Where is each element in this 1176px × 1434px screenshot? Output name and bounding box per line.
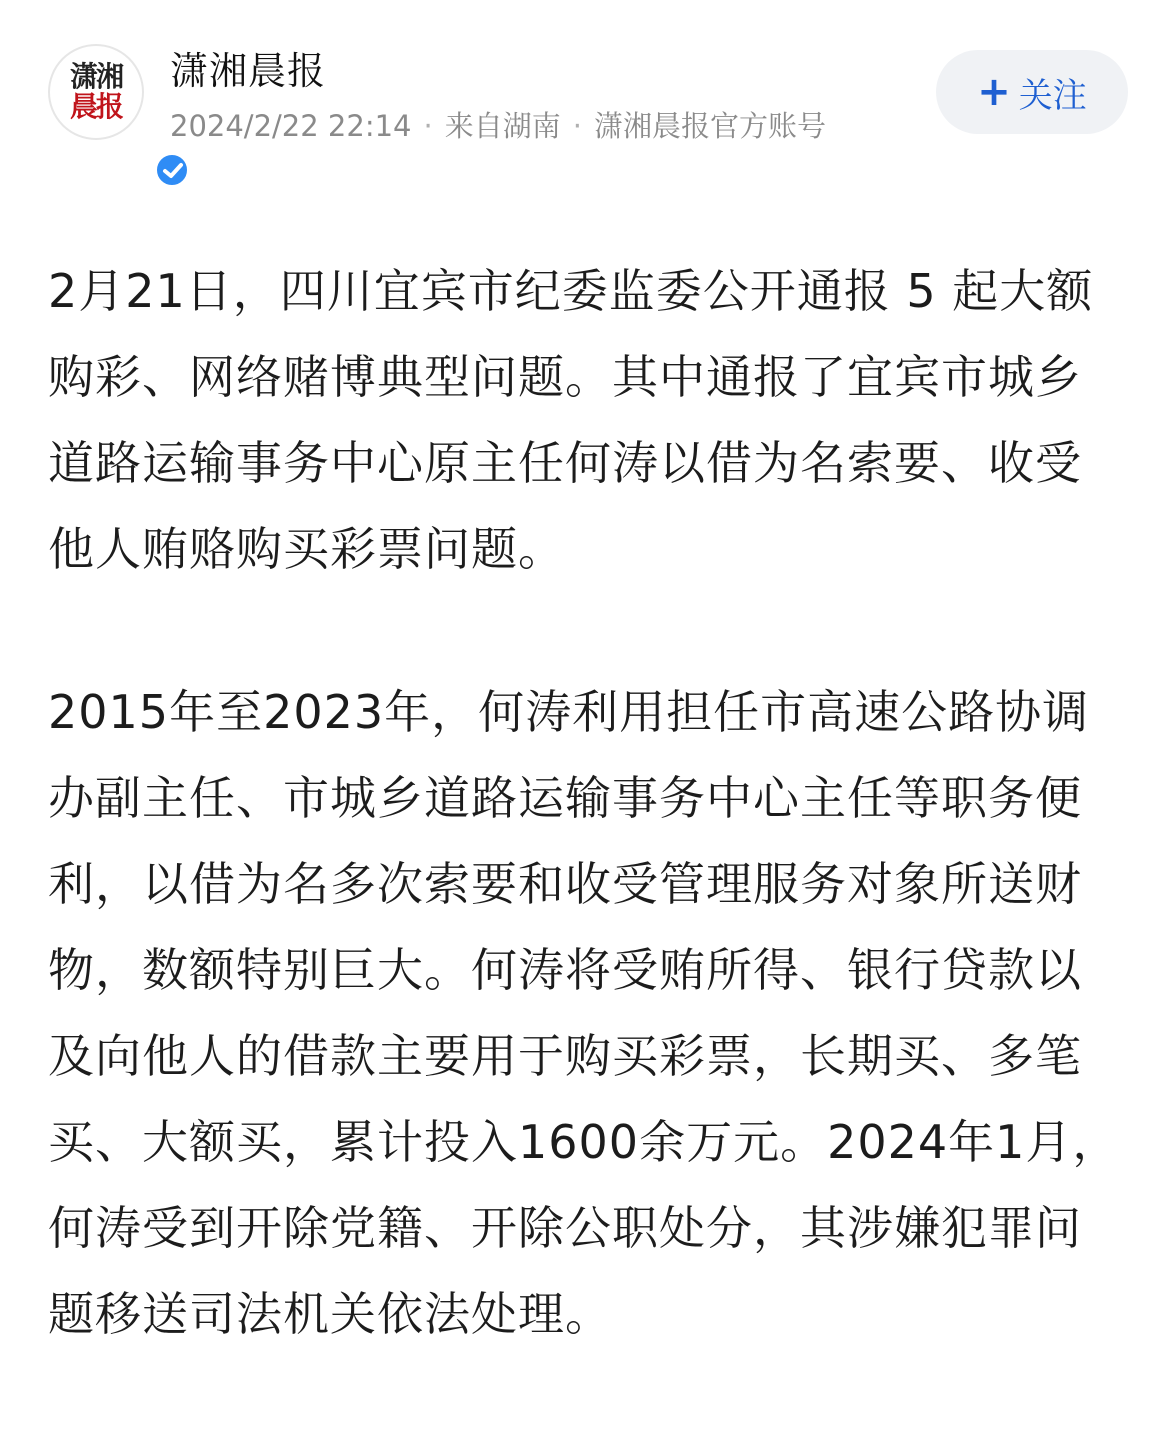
- account-type: 潇湘晨报官方账号: [593, 109, 826, 143]
- article-paragraph: 2月21日，四川宜宾市纪委监委公开通报 5 起大额购彩、网络赌博典型问题。其中通报了宜宾市城乡道路运输事务中心原主任何涛以借为名索要、收受他人贿赂购买彩票问题。: [48, 264, 1094, 576]
- plus-icon: +: [977, 69, 1011, 115]
- meta-separator: ·: [572, 109, 582, 143]
- verified-check-icon: [154, 152, 190, 188]
- account-name[interactable]: 潇湘晨报: [170, 49, 327, 93]
- follow-button[interactable]: [936, 50, 1128, 134]
- avatar-logo: [62, 62, 130, 122]
- post-header: [0, 0, 1176, 160]
- avatar[interactable]: [48, 44, 144, 140]
- avatar-logo-line2: 晨报: [69, 90, 122, 123]
- article-body: [48, 248, 1128, 1434]
- follow-button-label: 关注: [1018, 75, 1087, 116]
- post-meta: [170, 104, 826, 145]
- article-paragraph: 2015年至2023年，何涛利用担任市高速公路协调办副主任、市城乡道路运输事务中心主任等职务便利，以借为名多次索要和收受管理服务对象所送财物，数额特别巨大。何涛将受贿所得、银行贷款以及向他人的借款主要用于购买彩票，长期买、多笔买、大额买，累计投入1600余万元。2024年1月，何涛受到开除党籍、开除公职处分，其涉嫌犯罪问题移送司法机关依法处理。: [48, 685, 1120, 1341]
- post-location: 来自湖南: [444, 109, 561, 143]
- post-timestamp: 2024/2/22 22:14: [170, 109, 412, 143]
- meta-separator: ·: [423, 109, 433, 143]
- avatar-logo-line1: 潇湘: [69, 60, 122, 93]
